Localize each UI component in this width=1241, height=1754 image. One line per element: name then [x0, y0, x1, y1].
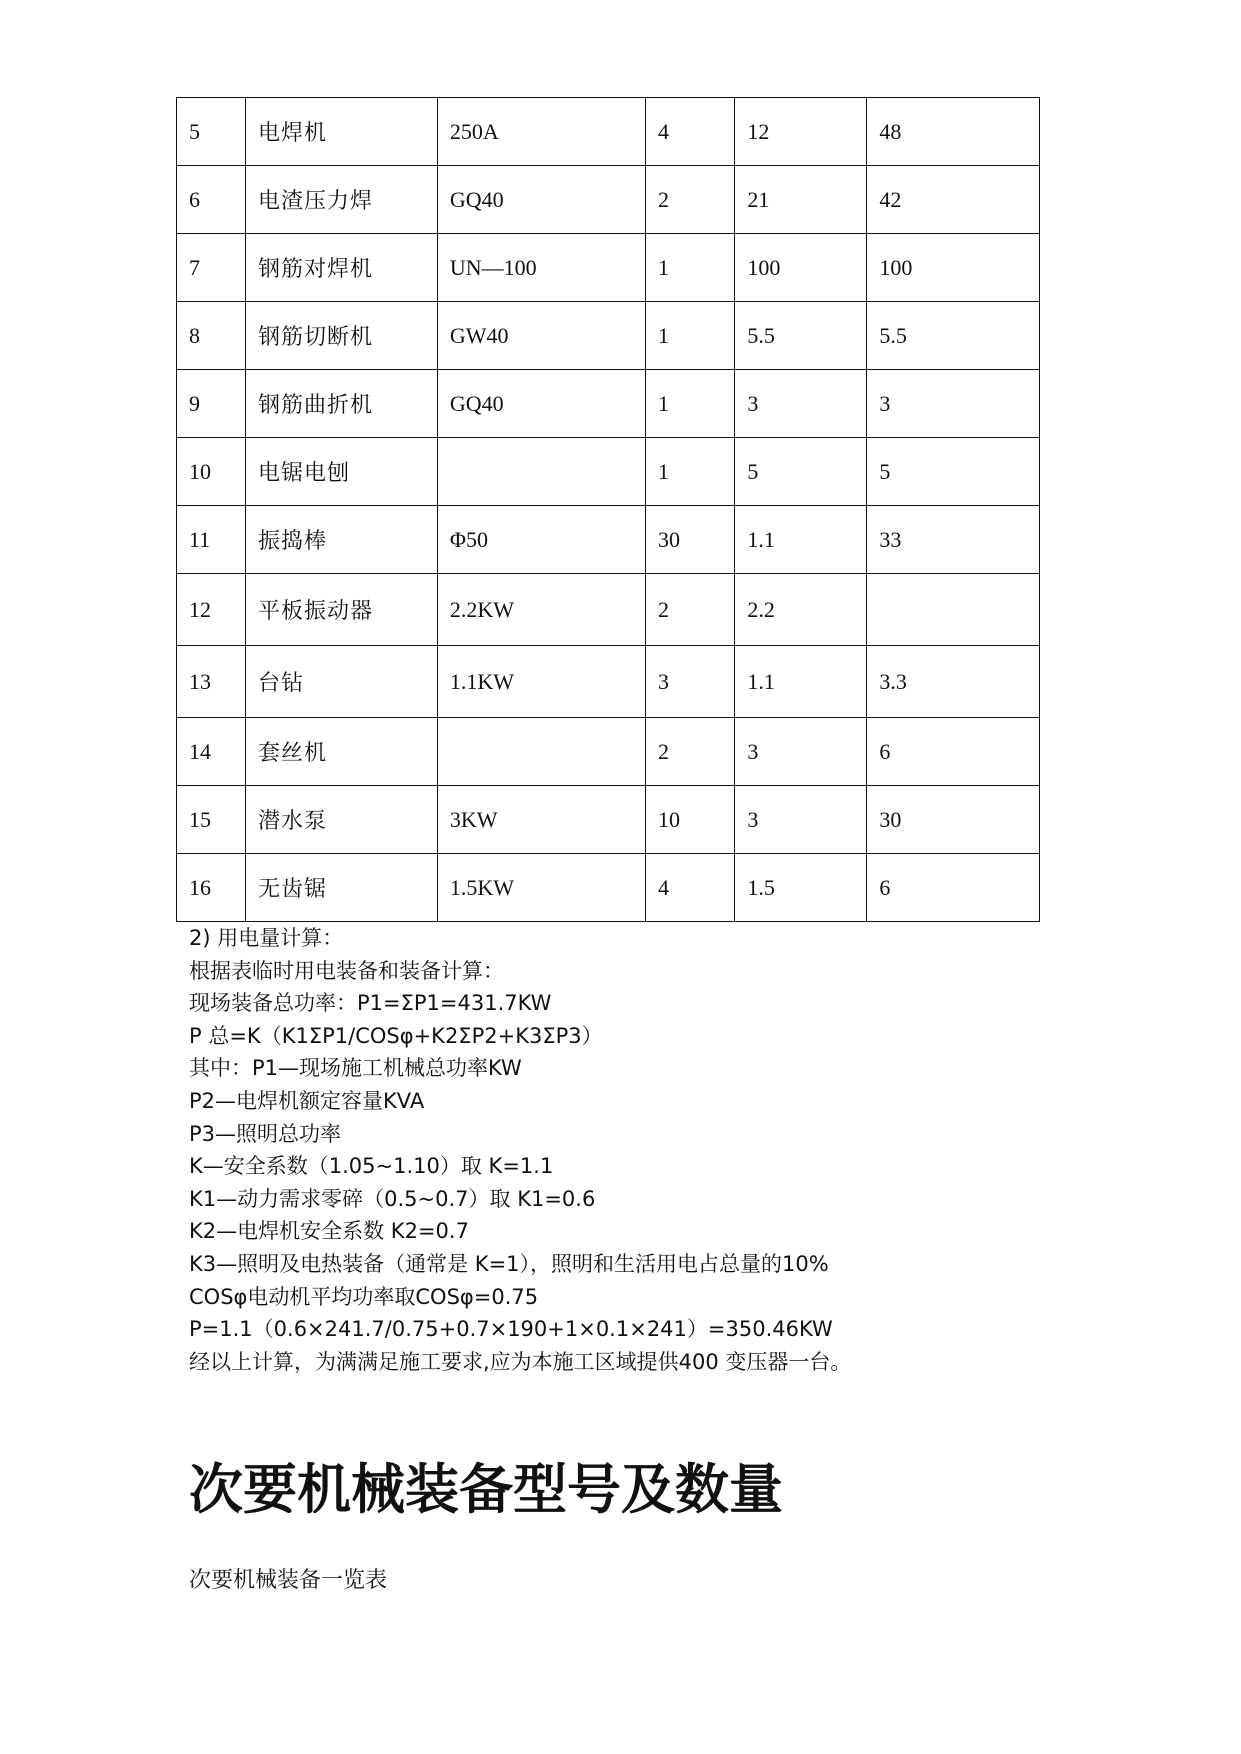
cell-no: 9 — [177, 370, 246, 438]
cell-spec: 250A — [437, 98, 645, 166]
equipment-table — [176, 97, 1040, 922]
cell-qty: 4 — [646, 854, 735, 922]
cell-qty: 30 — [646, 506, 735, 574]
cell-total: 5 — [867, 438, 1040, 506]
cell-total: 42 — [867, 166, 1040, 234]
cell-name: 套丝机 — [246, 718, 438, 786]
cell-power: 3 — [735, 718, 867, 786]
cell-total: 100 — [867, 234, 1040, 302]
cell-spec: 3KW — [437, 786, 645, 854]
cell-total: 33 — [867, 506, 1040, 574]
cell-qty: 2 — [646, 166, 735, 234]
table-row — [177, 370, 1040, 438]
calc-line: P=1.1（0.6×241.7/0.75+0.7×190+1×0.1×241）=350.46KW — [189, 1317, 833, 1342]
cell-qty: 1 — [646, 234, 735, 302]
table-row — [177, 854, 1040, 922]
cell-spec: GQ40 — [437, 166, 645, 234]
cell-name: 电焊机 — [246, 98, 438, 166]
cell-qty: 4 — [646, 98, 735, 166]
cell-power: 5 — [735, 438, 867, 506]
cell-power: 100 — [735, 234, 867, 302]
cell-power: 12 — [735, 98, 867, 166]
cell-power: 5.5 — [735, 302, 867, 370]
cell-total: 48 — [867, 98, 1040, 166]
cell-no: 12 — [177, 574, 246, 646]
cell-no: 11 — [177, 506, 246, 574]
calc-line: K1—动力需求零碎（0.5~0.7）取 K1=0.6 — [189, 1186, 596, 1211]
cell-name: 钢筋切断机 — [246, 302, 438, 370]
cell-name: 无齿锯 — [246, 854, 438, 922]
calc-line: COSφ电动机平均功率取COSφ=0.75 — [189, 1284, 539, 1309]
table-caption: 次要机械装备一览表 — [189, 1568, 388, 1593]
cell-spec — [437, 438, 645, 506]
cell-qty: 3 — [646, 646, 735, 718]
calc-line: K3—照明及电热装备（通常是 K=1），照明和生活用电占总量的10% — [189, 1251, 829, 1276]
cell-name: 平板振动器 — [246, 574, 438, 646]
calc-line: 2) 用电量计算： — [189, 926, 344, 950]
calc-line: P2—电焊机额定容量KVA — [189, 1088, 425, 1113]
cell-name: 电渣压力焊 — [246, 166, 438, 234]
calc-line: K—安全系数（1.05~1.10）取 K=1.1 — [189, 1154, 554, 1179]
calc-line: 经以上计算，为满满足施工要求,应为本施工区域提供400 变压器一台。 — [189, 1349, 852, 1374]
cell-name: 钢筋曲折机 — [246, 370, 438, 438]
cell-qty: 1 — [646, 370, 735, 438]
cell-power: 1.1 — [735, 646, 867, 718]
cell-spec — [437, 718, 645, 786]
cell-no: 7 — [177, 234, 246, 302]
power-calculation-text — [189, 922, 1089, 1378]
cell-no: 6 — [177, 166, 246, 234]
table-row — [177, 234, 1040, 302]
cell-no: 13 — [177, 646, 246, 718]
cell-no: 14 — [177, 718, 246, 786]
cell-power: 3 — [735, 786, 867, 854]
cell-spec: 2.2KW — [437, 574, 645, 646]
cell-spec: GQ40 — [437, 370, 645, 438]
table-row — [177, 574, 1040, 646]
cell-total — [867, 574, 1040, 646]
table-row — [177, 506, 1040, 574]
cell-power: 1.1 — [735, 506, 867, 574]
cell-name: 钢筋对焊机 — [246, 234, 438, 302]
table-row — [177, 438, 1040, 506]
cell-qty: 1 — [646, 438, 735, 506]
cell-spec: GW40 — [437, 302, 645, 370]
cell-spec: 1.1KW — [437, 646, 645, 718]
cell-name: 电锯电刨 — [246, 438, 438, 506]
cell-no: 8 — [177, 302, 246, 370]
cell-no: 10 — [177, 438, 246, 506]
cell-power: 1.5 — [735, 854, 867, 922]
cell-name: 潜水泵 — [246, 786, 438, 854]
cell-spec: Φ50 — [437, 506, 645, 574]
cell-total: 6 — [867, 854, 1040, 922]
cell-name: 振捣棒 — [246, 506, 438, 574]
cell-power: 2.2 — [735, 574, 867, 646]
table-row — [177, 786, 1040, 854]
cell-qty: 10 — [646, 786, 735, 854]
cell-no: 15 — [177, 786, 246, 854]
calc-line: 根据表临时用电装备和装备计算： — [189, 958, 504, 983]
calc-line: 其中：P1—现场施工机械总功率KW — [189, 1056, 522, 1081]
cell-no: 16 — [177, 854, 246, 922]
calc-line: K2—电焊机安全系数 K2=0.7 — [189, 1219, 469, 1244]
calc-line: P3—照明总功率 — [189, 1121, 342, 1146]
cell-spec: 1.5KW — [437, 854, 645, 922]
table-row — [177, 166, 1040, 234]
cell-qty: 2 — [646, 718, 735, 786]
cell-total: 30 — [867, 786, 1040, 854]
table-row — [177, 302, 1040, 370]
cell-total: 6 — [867, 718, 1040, 786]
calc-line: P 总=K（K1ΣP1/COSφ+K2ΣP2+K3ΣP3） — [189, 1023, 603, 1048]
cell-total: 3.3 — [867, 646, 1040, 718]
cell-spec: UN—100 — [437, 234, 645, 302]
cell-qty: 1 — [646, 302, 735, 370]
cell-power: 3 — [735, 370, 867, 438]
table-row — [177, 646, 1040, 718]
cell-name: 台钻 — [246, 646, 438, 718]
table-row — [177, 718, 1040, 786]
section-heading: 次要机械装备型号及数量 — [189, 1458, 783, 1521]
cell-no: 5 — [177, 98, 246, 166]
table-row — [177, 98, 1040, 166]
cell-total: 5.5 — [867, 302, 1040, 370]
cell-qty: 2 — [646, 574, 735, 646]
calc-line: 现场装备总功率：P1=ΣP1=431.7KW — [189, 991, 552, 1016]
cell-total: 3 — [867, 370, 1040, 438]
cell-power: 21 — [735, 166, 867, 234]
